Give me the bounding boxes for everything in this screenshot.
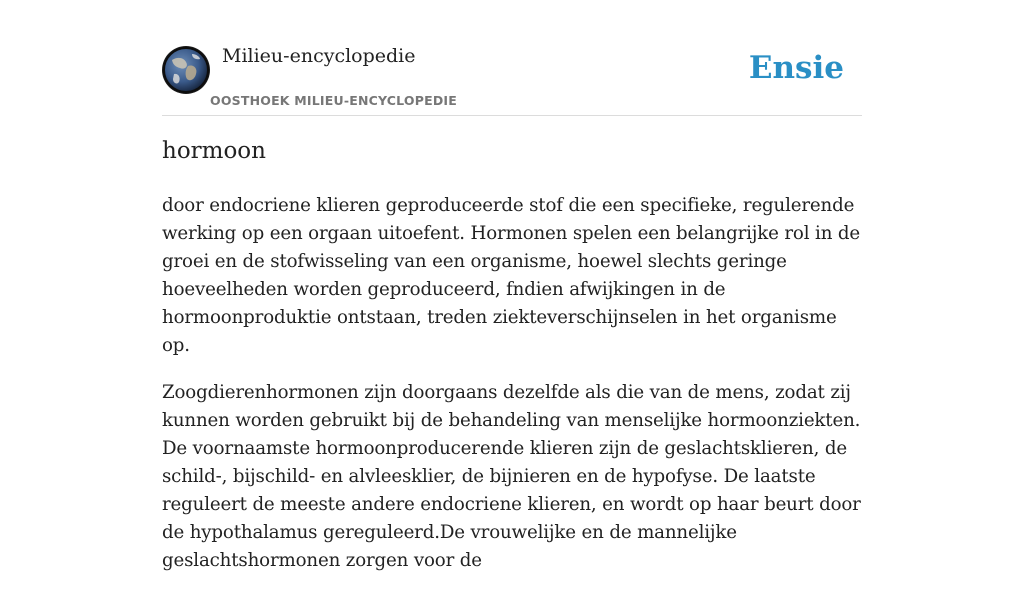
- page: [162, 0, 862, 571]
- site-subtitle[interactable]: OOSTHOEK MILIEU-ENCYCLOPEDIE: [210, 93, 457, 108]
- header: [162, 0, 862, 116]
- earth-globe-icon[interactable]: [162, 46, 210, 94]
- entry-title: hormoon: [162, 138, 266, 164]
- entry-paragraph: Zoogdierenhormonen zijn doorgaans dezelfde als die van de mens, zodat zij kunnen worden gebruikt bij de behandeling van menselijke hormoonziekten. De voornaamste hormoonproducerende klieren zijn de geslachtsklieren, de schild-, bijschild- en alvleesklier, de bijnieren en de hypofyse. De laatste reguleert de meeste andere endocriene klieren, en wordt op haar beurt door de hypothalamus gereguleerd.De vrouwelijke en de mannelijke geslachtshormonen zorgen voor de: [162, 382, 861, 571]
- brand-logo-link[interactable]: Ensie: [748, 50, 844, 86]
- entry-paragraph: door endocriene klieren geproduceerde stof die een specifieke, regulerende werking op een orgaan uitoefent. Hormonen spelen een belangrijke rol in de groei en de stofwisseling van een organisme, hoewel slechts geringe hoeveelheden worden geproduceerd, fndien afwijkingen in de hormoonproduktie ontstaan, treden ziekteverschijnselen in het organisme op.: [162, 195, 860, 356]
- site-title[interactable]: Milieu-encyclopedie: [222, 45, 416, 67]
- entry-body: [162, 192, 864, 594]
